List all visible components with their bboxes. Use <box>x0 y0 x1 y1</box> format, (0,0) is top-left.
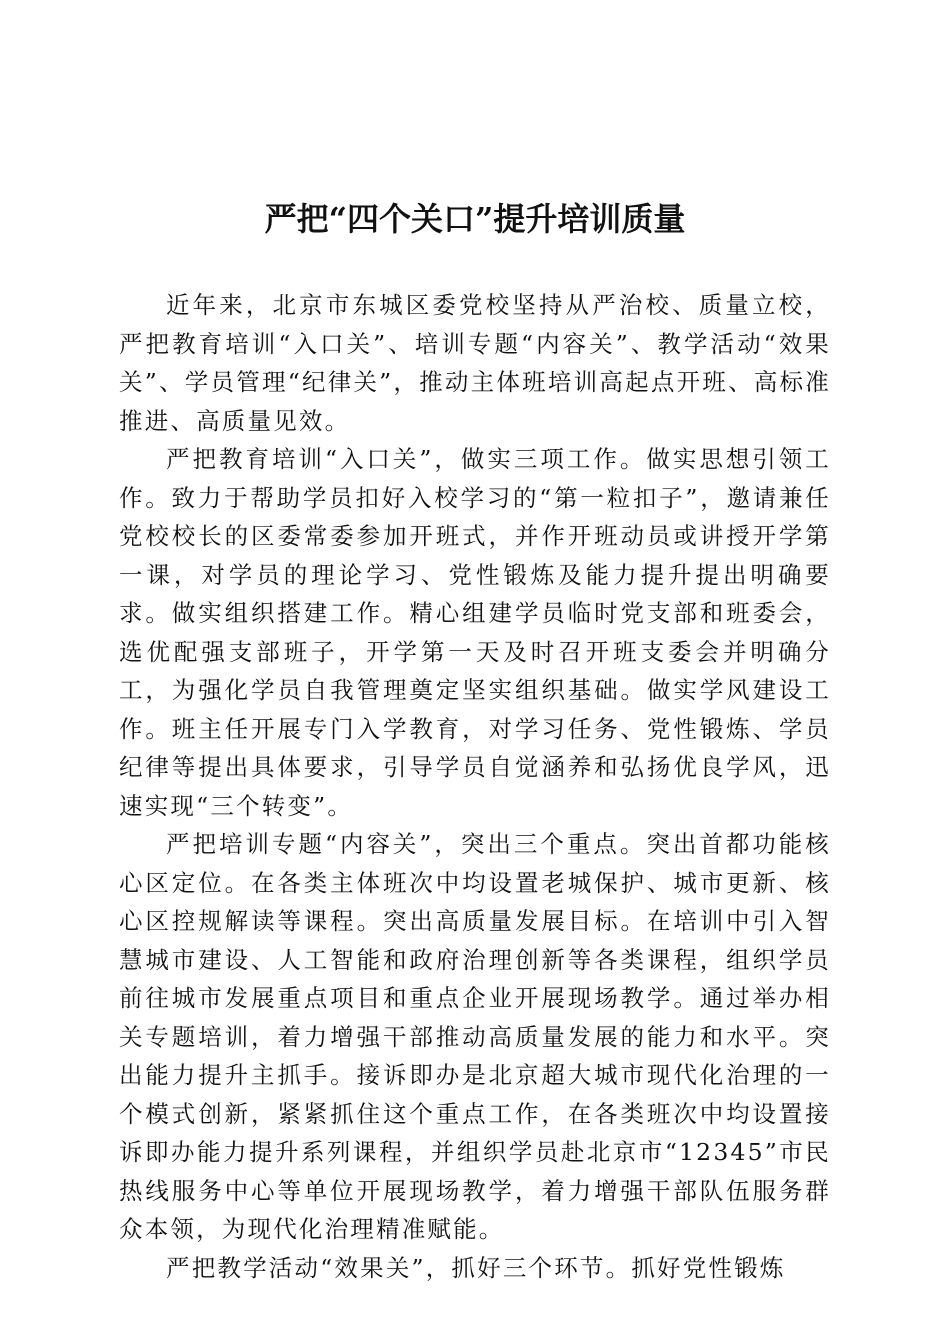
document-title: 严把“四个关口”提升培训质量 <box>264 200 686 238</box>
paragraph-entrance: 严把教育培训“入口关”，做实三项工作。做实思想引领工作。致力于帮助学员扣好入校学习的“第一粒扣子”，邀请兼任党校校长的区委常委参加开班式，并作开班动员或讲授开学第一课，对学员的理论学习、党性锻炼及能力提升提出明确要求。做实组织搭建工作。精心组建学员临时党支部和班委会，选优配强支部班子，开学第一天及时召开班支委会并明确分工，为强化学员自我管理奠定坚实组织基础。做实学风建设工作。班主任开展专门入学教育，对学习任务、党性锻炼、学员纪律等提出具体要求，引导学员自觉涵养和弘扬优良学风，迅速实现“三个转变”。 <box>119 445 831 820</box>
paragraph-intro: 近年来，北京市东城区委党校坚持从严治校、质量立校，严把教育培训“入口关”、培训专题“内容关”、教学活动“效果关”、学员管理“纪律关”，推动主体班培训高起点开班、高标准推进、高质量见效。 <box>119 291 831 435</box>
document-body <box>119 286 831 1287</box>
paragraph-effect: 严把教学活动“效果关”，抓好三个环节。抓好党性锻炼 <box>166 1253 786 1282</box>
paragraph-content: 严把培训专题“内容关”，突出三个重点。突出首都功能核心区定位。在各类主体班次中均设置老城保护、城市更新、核心区控规解读等课程。突出高质量发展目标。在培训中引入智慧城市建设、人工智能和政府治理创新等各类课程，组织学员前往城市发展重点项目和重点企业开展现场教学。通过举办相关专题培训，着力增强干部推动高质量发展的能力和水平。突出能力提升主抓手。接诉即办是北京超大城市现代化治理的一个模式创新，紧紧抓住这个重点工作，在各类班次中均设置接诉即办能力提升系列课程，并组织学员赴北京市“12345”市民热线服务中心等单位开展现场教学，着力增强干部队伍服务群众本领，为现代化治理精准赋能。 <box>119 830 831 1243</box>
